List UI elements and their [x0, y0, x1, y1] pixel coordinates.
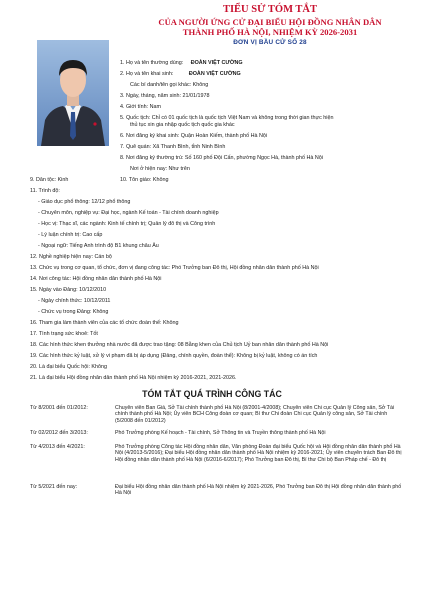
document-title: TIỂU SỬ TÓM TẮT — [222, 4, 318, 15]
field-specialization: - Chuyên môn, nghiệp vụ: Đại học, ngành Kế toán - Tài chính doanh nghiệp — [38, 210, 219, 216]
field-current-residence: Nơi ở hiện nay: Như trên — [130, 166, 190, 172]
field-position: 13. Chức vụ trong cơ quan, tổ chức, đơn vị đang công tác: Phó Trưởng ban Đô thị, Hội đồng nhân dân thành phố Hà Nội — [30, 265, 319, 271]
history-row-desc: Chuyên viên Ban Giá, Sở Tài chính thành phố Hà Nội (8/2001-4/2008); Chuyên viên Chi cục Quản lý Công sản, Sở Tài chính thành phố Hà Nội; Ủy viên BCH Công đoàn cơ quan; Bí thư Chi đoàn Chi cục Quản lý công sản, Sở Tài chính (5/2008 đến 01/2012) — [115, 405, 395, 424]
document-subtitle-line-2: THÀNH PHỐ HÀ NỘI, NHIỆM KỲ 2026-2031 — [182, 27, 358, 37]
field-discipline: 19. Các hình thức kỷ luật, xử lý vi phạm đã bị áp dụng (Đảng, chính quyền, đoàn thể): Không bị kỷ luật, không có án tích — [30, 353, 318, 359]
electoral-unit: ĐƠN VỊ BẦU CỬ SỐ 28 — [233, 39, 307, 46]
field-aliases: Các bí danh/tên gọi khác: Không — [130, 82, 209, 88]
field-religion: 10. Tôn giáo: Không — [120, 177, 169, 183]
field-education: 11. Trình độ: — [30, 188, 60, 194]
portrait-photo — [37, 40, 109, 146]
field-health: 17. Tình trạng sức khoẻ: Tốt — [30, 331, 98, 337]
history-row-desc: Phó Trưởng phòng Kế hoạch - Tài chính, Sở Thông tin và Truyền thông thành phố Hà Nội — [115, 430, 326, 436]
field-general-education: - Giáo dục phổ thông: 12/12 phổ thông — [38, 199, 131, 205]
field-political-theory: - Lý luận chính trị: Cao cấp — [38, 232, 103, 238]
field-awards: 18. Các hình thức khen thưởng nhà nước đã được trao tặng: 08 Bằng khen của Chủ tịch Uỷ ban nhân dân thành phố Hà Nội — [30, 342, 329, 348]
field-birth-name: 2. Họ và tên khai sinh: ĐOÀN VIỆT CƯỜNG — [120, 71, 241, 77]
field-hometown: 7. Quê quán: Xã Thanh Bình, tỉnh Ninh Bình — [120, 144, 226, 150]
field-degree: - Học vị: Thạc sĩ, các ngành: Kinh tế chính trị; Quản lý đô thị và Công trình — [38, 221, 216, 227]
history-row-desc: Đại biểu Hội đồng nhân dân thành phố Hà Nội nhiệm kỳ 2021-2026, Phó Trưởng ban Đô thị Hội đồng nhân dân thành phố Hà Nội — [115, 484, 402, 497]
portrait-image — [37, 40, 109, 146]
field-party-position: - Chức vụ trong Đảng: Không — [38, 309, 109, 315]
field-party-join-date: 15. Ngày vào Đảng: 10/12/2010 — [30, 287, 107, 293]
document-subtitle-line-1: CỦA NGƯỜI ỨNG CỬ ĐẠI BIỂU HỘI ĐỒNG NHÂN DÂN — [158, 17, 382, 27]
field-common-name: 1. Họ và tên thường dùng: ĐOÀN VIỆT CƯỜNG — [120, 60, 243, 66]
field-workplace: 14. Nơi công tác: Hội đồng nhân dân thành phố Hà Nội — [30, 276, 162, 282]
field-nationality-cont: thủ tục xin gia nhập quốc tịch quốc gia khác — [130, 122, 235, 128]
history-row-date: Từ 8/2001 đến 01/2012: — [30, 405, 88, 411]
history-row-desc: Phó Trưởng phòng Công tác Hội đồng nhân dân, Văn phòng Đoàn đại biểu Quốc hội và Hội đồng nhân dân thành phố Hà Nội (4/2013-5/2016); Đại biểu Hội đồng nhân dân thành phố Hà Nội nhiệm kỳ 2016-2021; Ủy viên chuyên trách Ban Đô thị Hội đồng nhân dân thành phố Hà Nội (6/2016-6/2017); Phó Trưởng ban Đô thị, Bí thư Chi bộ Ban Pháp chế - Đô thị — [115, 444, 402, 463]
field-dob: 3. Ngày, tháng, năm sinh: 21/01/1978 — [120, 93, 210, 99]
field-party-official-date: - Ngày chính thức: 10/12/2011 — [38, 298, 111, 304]
field-ethnicity: 9. Dân tộc: Kinh — [30, 177, 69, 183]
field-national-assembly: 20. Là đại biểu Quốc hội: Không — [30, 364, 108, 370]
history-section-title: TÓM TẮT QUÁ TRÌNH CÔNG TÁC — [142, 389, 282, 399]
field-birth-registration: 6. Nơi đăng ký khai sinh: Quận Hoàn Kiếm, thành phố Hà Nội — [120, 133, 268, 139]
field-organizations: 16. Tham gia làm thành viên của các tổ chức đoàn thể: Không — [30, 320, 179, 326]
field-permanent-residence: 8. Nơi đăng ký thường trú: Số 160 phố Đội Cấn, phường Ngọc Hà, thành phố Hà Nội — [120, 155, 324, 161]
field-gender: 4. Giới tính: Nam — [120, 104, 161, 110]
field-foreign-language: - Ngoại ngữ: Tiếng Anh trình độ B1 khung châu Âu — [38, 243, 159, 249]
field-nationality: 5. Quốc tịch: Chỉ có 01 quốc tịch là quốc tịch Việt Nam và không trong thời gian thực hiện — [120, 115, 334, 121]
history-row-date: Từ 5/2021 đến nay: — [30, 484, 78, 490]
field-council-member: 21. Là đại biểu Hội đồng nhân dân thành phố Hà Nội nhiệm kỳ 2016-2021, 2021-2026. — [30, 375, 237, 381]
history-row-date: Từ 4/2013 đến 4/2021: — [30, 444, 85, 450]
field-occupation: 12. Nghề nghiệp hiện nay: Cán bộ — [30, 254, 112, 260]
history-row-date: Từ 02/2012 đến 3/2013: — [30, 430, 88, 436]
